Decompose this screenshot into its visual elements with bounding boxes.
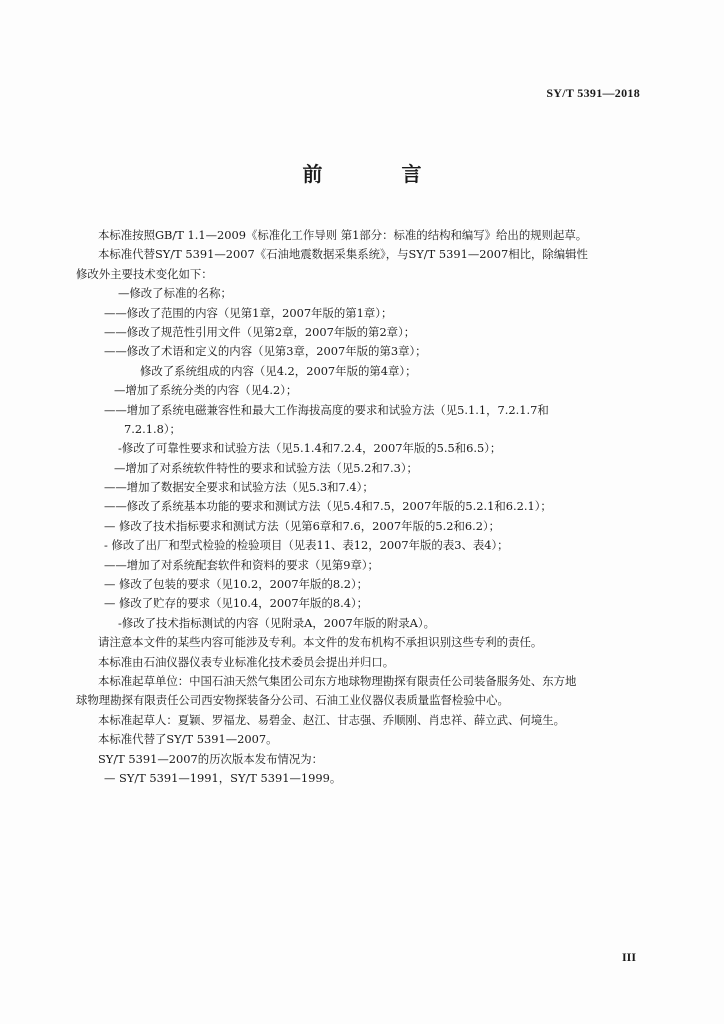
- list-item: ——修改了术语和定义的内容（见第3章，2007年版的第3章）；: [104, 344, 427, 359]
- list-item: ——增加了系统电磁兼容性和最大工作海拔高度的要求和试验方法（见5.1.1，7.2.1.7和: [104, 402, 549, 417]
- page-title: 前 言: [302, 162, 458, 186]
- list-item: ——修改了系统基本功能的要求和测试方法（见5.4和7.5，2007年版的5.2.1和6.2.1）；: [104, 499, 552, 514]
- paragraph: 球物理勘探有限责任公司西安物探装备分公司、石油工业仪器仪表质量监督检验中心。: [76, 693, 509, 708]
- paragraph: 本标准按照GB/T 1.1—2009《标准化工作导则 第1部分：标准的结构和编写》给出的规则起草。: [98, 228, 588, 242]
- list-item-continuation: 7.2.1.8）；: [124, 421, 181, 436]
- paragraph: 本标准代替SY/T 5391—2007《石油地震数据采集系统》，与SY/T 5391—2007相比，除编辑性: [98, 247, 588, 262]
- list-item: —修改了标准的名称；: [118, 286, 232, 301]
- list-item: - 修改了出厂和型式检验的检验项目（见表11、表12，2007年版的表3、表4）；: [104, 538, 509, 553]
- paragraph: 本标准由石油仪器仪表专业标准化技术委员会提出并归口。: [98, 654, 395, 669]
- page-number: III: [621, 950, 636, 964]
- paragraph: 请注意本文件的某些内容可能涉及专利。本文件的发布机构不承担识别这些专利的责任。: [98, 635, 543, 650]
- paragraph: 本标准起草单位：中国石油天然气集团公司东方地球物理勘探有限责任公司装备服务处、东方地: [98, 673, 577, 688]
- paragraph: 本标准代替了SY/T 5391—2007。: [98, 732, 278, 747]
- standard-code: SY/T 5391—2018: [546, 86, 640, 100]
- paragraph: 修改外主要技术变化如下：: [76, 266, 213, 281]
- list-item: — 修改了技术指标要求和测试方法（见第6章和7.6，2007年版的5.2和6.2）；: [104, 518, 501, 533]
- paragraph: 本标准起草人：夏颖、罗福龙、易碧金、赵江、甘志强、乔顺刚、肖忠祥、薛立武、何境生。: [98, 712, 566, 727]
- paragraph: SY/T 5391—2007的历次版本发布情况为：: [98, 751, 324, 766]
- list-item: ——增加了数据安全要求和试验方法（见5.3和7.4）；: [104, 480, 374, 495]
- list-item: ——修改了规范性引用文件（见第2章，2007年版的第2章）；: [104, 324, 416, 339]
- list-item: ——修改了范围的内容（见第1章，2007年版的第1章）；: [104, 305, 393, 320]
- foreword-body: [76, 226, 652, 788]
- list-item: — SY/T 5391—1991，SY/T 5391—1999。: [104, 770, 342, 785]
- list-item: -修改了技术指标测试的内容（见附录A，2007年版的附录A）。: [118, 615, 435, 630]
- list-item: -修改了可靠性要求和试验方法（见5.1.4和7.2.4，2007年版的5.5和6.5）；: [118, 441, 502, 456]
- list-item: —增加了系统分类的内容（见4.2）；: [114, 383, 298, 398]
- list-item: — 修改了包装的要求（见10.2，2007年版的8.2）；: [104, 577, 369, 592]
- list-item: ——增加了对系统配套软件和资料的要求（见第9章）；: [104, 557, 379, 572]
- list-item: —增加了对系统软件特性的要求和试验方法（见5.2和7.3）；: [114, 460, 418, 475]
- list-item: 修改了系统组成的内容（见4.2，2007年版的第4章）；: [140, 363, 417, 378]
- list-item: — 修改了贮存的要求（见10.4，2007年版的8.4）；: [104, 596, 369, 611]
